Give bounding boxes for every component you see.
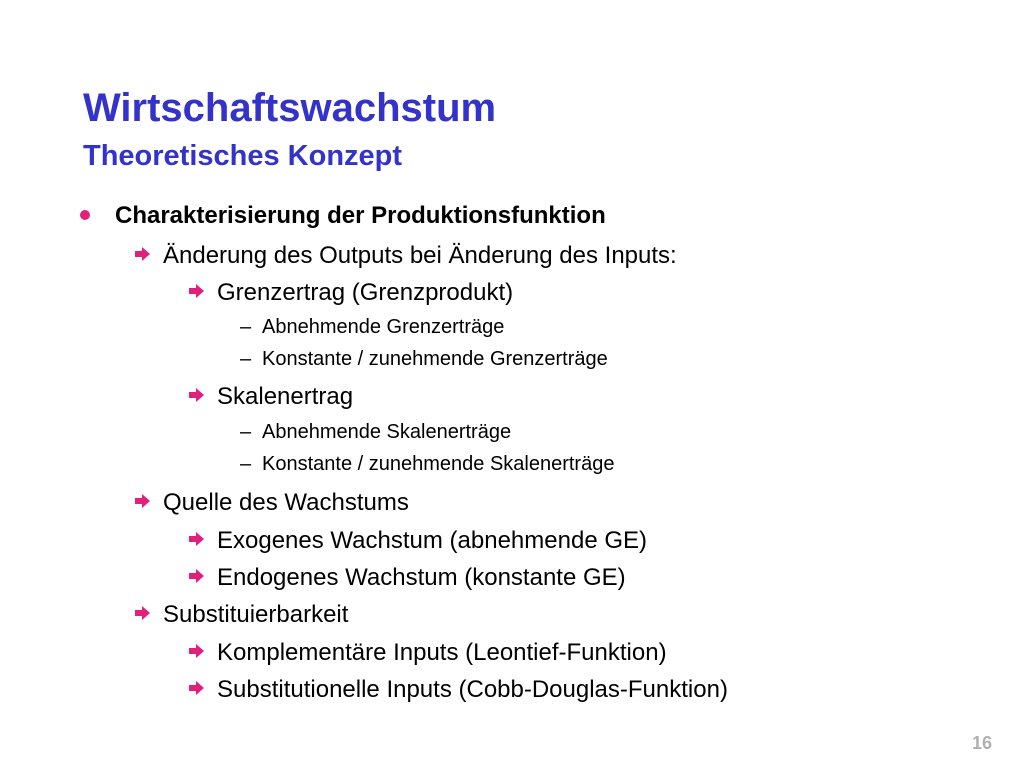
slide-subtitle: Theoretisches Konzept — [83, 140, 403, 172]
arrow-right-icon — [187, 387, 209, 403]
list-item-text: Abnehmende Skalenerträge — [262, 421, 512, 444]
arrow-right-icon — [187, 283, 209, 299]
list-item-level2 — [133, 488, 409, 517]
list-item-level3 — [187, 675, 728, 704]
list-item-text: Substituierbarkeit — [163, 600, 349, 628]
list-item-text: Konstante / zunehmende Grenzerträge — [262, 348, 608, 371]
dash-marker: – — [240, 421, 252, 444]
list-item-text: Grenzertrag (Grenzprodukt) — [217, 278, 514, 306]
list-item-text: Komplementäre Inputs (Leontief-Funktion) — [217, 638, 667, 666]
list-item-level3 — [187, 382, 353, 411]
slide-title: Wirtschaftswachstum — [83, 86, 497, 130]
arrow-right-icon — [133, 246, 155, 262]
arrow-right-icon — [187, 643, 209, 659]
list-item-text: Änderung des Outputs bei Änderung des Inputs: — [163, 241, 677, 269]
arrow-right-icon — [187, 531, 209, 547]
list-item-text: Charakterisierung der Produktionsfunktion — [115, 201, 606, 229]
list-item-text: Quelle des Wachstums — [163, 488, 409, 516]
list-item-level4 — [240, 316, 504, 339]
list-item-level3 — [187, 526, 647, 555]
list-item-text: Skalenertrag — [217, 382, 354, 410]
list-item-text: Exogenes Wachstum (abnehmende GE) — [217, 526, 647, 554]
list-item-level3 — [187, 638, 667, 667]
list-item-level1 — [80, 201, 606, 230]
dash-marker: – — [240, 316, 252, 339]
arrow-right-icon — [133, 493, 155, 509]
list-item-level3 — [187, 563, 626, 592]
list-item-level2 — [133, 600, 348, 629]
list-item-level2 — [133, 241, 677, 270]
arrow-right-icon — [133, 605, 155, 621]
list-item-text: Abnehmende Grenzerträge — [262, 316, 505, 339]
list-item-level3 — [187, 278, 513, 307]
list-item-level4 — [240, 453, 614, 476]
list-item-text: Konstante / zunehmende Skalenerträge — [262, 453, 615, 476]
dash-marker: – — [240, 348, 252, 371]
page-number: 16 — [971, 733, 992, 753]
list-item-text: Endogenes Wachstum (konstante GE) — [217, 563, 626, 591]
arrow-right-icon — [187, 680, 209, 696]
list-item-text: Substitutionelle Inputs (Cobb-Douglas-Funktion) — [217, 675, 728, 703]
list-item-level4 — [240, 421, 511, 444]
list-item-level4 — [240, 348, 608, 371]
round-bullet-icon — [80, 210, 90, 220]
arrow-right-icon — [187, 568, 209, 584]
dash-marker: – — [240, 453, 252, 476]
